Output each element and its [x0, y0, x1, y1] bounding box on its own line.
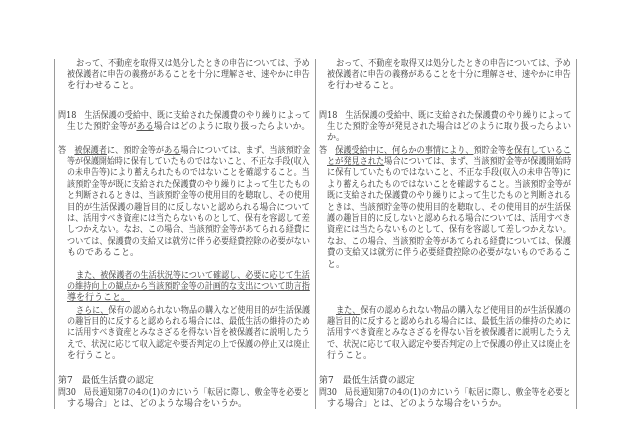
- underlined-revision-text: さらに、: [76, 305, 109, 316]
- text-segment: 被保護者に申告の義務があることを十分に理解させ、速やかに申告: [67, 69, 310, 80]
- text-line: [327, 168, 571, 179]
- text-segment: 問30 局長通知第7の4の(1)のカにいう「転居に際し、敷金等を必要と: [319, 387, 571, 398]
- table-border-middle: [315, 59, 316, 409]
- text-line: [67, 225, 310, 236]
- text-segment: 等が保護開始時に保有していたものではないこと、不正な手段(収入: [67, 156, 310, 167]
- underlined-revision-text: 被保護者: [74, 145, 107, 156]
- underlined-revision-text: 導を行うこと。: [67, 293, 131, 304]
- text-segment: より蓄えられたものではないことを確認すること。当該預貯金等が: [327, 179, 572, 190]
- text-line: [67, 317, 310, 328]
- text-line: [319, 388, 571, 399]
- text-segment: に活用すべき資産とみなさざるを得ない旨を被保護者に説明したう: [67, 328, 310, 339]
- text-line: [327, 260, 345, 271]
- text-line: [327, 180, 571, 191]
- text-segment: 保有の認められない物品の購入など使用目的が生活保護: [108, 305, 311, 316]
- text-segment: する場合」とは、どのような場合をいうか。: [67, 398, 248, 409]
- text-line: [327, 70, 571, 81]
- text-segment: 費の支給又は就労に伴う必要経費控除の必要がないものであるこ: [327, 248, 572, 259]
- text-line: [327, 214, 571, 225]
- text-segment: を行うこと。: [67, 351, 122, 362]
- text-line: [67, 248, 139, 259]
- text-line: [67, 282, 310, 293]
- text-segment: 目的が生活保護の趣旨目的に反しないと認められる場合について: [67, 202, 310, 213]
- text-segment: えで、状況に応じて収入認定や要否判定の上で保護の停止又は廃止: [67, 339, 310, 350]
- text-line: [319, 111, 571, 122]
- text-segment: を行わせること。: [67, 81, 140, 92]
- text-segment: 行うこと。: [327, 351, 373, 362]
- text-line: [327, 81, 399, 92]
- text-segment: の未申告等)により蓄えられたものではないことを確認すること。当: [67, 168, 310, 179]
- text-line: [336, 306, 571, 317]
- text-segment: 既に支給された保護費のやり繰りによって生じたものと判断される: [327, 191, 572, 202]
- text-line: [67, 340, 310, 351]
- text-line: [67, 328, 310, 339]
- text-segment: 護の趣旨目的に反しないと認められる場合については、活用すべき: [327, 213, 571, 224]
- text-segment: おって、不動産を取得又は処分したときの申告については、予め: [76, 58, 310, 69]
- text-segment: は、活用すべき資産には当たらないものとして、保有を容認して差: [67, 213, 310, 224]
- text-segment: 生じた預貯金等が発見された場合はどのように取り扱ったらよい: [327, 121, 572, 132]
- text-segment: 場合については、まず、当該預貯金等が保護開始時: [384, 156, 572, 167]
- text-segment: 問18 生活保護の受給中、既に支給された保護費のやり繰りによって: [58, 110, 311, 121]
- table-border-right: [576, 59, 577, 409]
- text-segment: なお、この場合、当該預貯金等があてられる経費については、保護: [327, 236, 571, 247]
- text-line: [327, 248, 571, 259]
- text-line: [327, 225, 571, 236]
- text-line: [327, 399, 507, 410]
- text-line: [76, 271, 310, 282]
- text-segment: 資産には当たらないものとして、保有を容認して差しつかえない。: [327, 225, 571, 236]
- text-line: [67, 70, 310, 81]
- text-segment: 預貯金等: [473, 145, 507, 156]
- text-line: [67, 81, 139, 92]
- text-line: [67, 191, 310, 202]
- text-segment: ついては、保護費の支給又は就労に伴う必要経費控除の必要がない: [67, 236, 311, 247]
- text-line: [327, 133, 345, 144]
- text-line: [67, 214, 310, 225]
- text-segment: と。: [327, 259, 346, 270]
- underlined-revision-text: とが発見された: [327, 156, 385, 167]
- text-segment: 生じた預貯金等が: [67, 121, 137, 132]
- text-line: [58, 388, 310, 399]
- underlined-revision-text: の維持向上の観点から当該預貯金等の計画的な支出について助言指: [67, 281, 310, 292]
- text-line: [58, 376, 154, 387]
- text-line: [58, 111, 310, 122]
- text-segment: ものであること。: [67, 248, 140, 259]
- text-segment: と判断されるときは、当該預貯金等の使用目的を聴取し、その使用: [67, 191, 311, 202]
- text-line: [319, 146, 571, 157]
- underlined-revision-text: また、被保護者の生活状況等について確認し、必要に応じて生活: [76, 270, 310, 281]
- text-segment: 活用すべき資産とみなさざるを得ない旨を被保護者に説明したうえ: [327, 328, 571, 339]
- text-segment: 該預貯金等が既に支給された保護費のやり繰りによって生じたもの: [67, 179, 311, 190]
- text-line: [67, 168, 310, 179]
- text-line: [67, 122, 310, 133]
- text-line: [67, 351, 121, 362]
- text-line: [327, 317, 571, 328]
- text-line: [327, 351, 372, 362]
- text-segment: に、預貯金等が: [106, 145, 165, 156]
- text-segment: おって、不動産を取得又は処分したときの申告については、予め: [336, 58, 571, 69]
- underlined-revision-text: 保護受給中に、何らかの事情により、: [335, 145, 474, 156]
- text-line: [67, 157, 310, 168]
- text-segment: 場合はどのように取り扱ったらよいか。: [153, 121, 311, 132]
- text-segment: 答: [319, 145, 336, 156]
- text-line: [327, 237, 571, 248]
- text-segment: しつかえない。なお、この場合、当該預貯金等があてられる経費に: [67, 225, 311, 236]
- text-line: [327, 157, 571, 168]
- text-line: [327, 122, 571, 133]
- text-segment: で、状況に応じて収入認定や要否判定の上で保護の停止又は廃止を: [327, 339, 571, 350]
- text-line: [327, 328, 571, 339]
- text-segment: 趣旨目的に反すると認められる場合には、最低生活の維持のために: [327, 316, 572, 327]
- text-line: [67, 399, 247, 410]
- text-line: [67, 237, 310, 248]
- text-segment: 第7 最低生活費の認定: [58, 375, 154, 386]
- text-line: [67, 203, 310, 214]
- text-segment: に保有していたものではないこと、不正な手段(収入の未申告等)に: [327, 168, 572, 179]
- text-line: [58, 146, 310, 157]
- text-segment: する場合」とは、どのような場合をいうか。: [327, 398, 508, 409]
- text-line: [327, 191, 571, 202]
- text-segment: 第7 最低生活費の認定: [319, 375, 415, 386]
- text-line: [319, 376, 415, 387]
- text-segment: 保有の認められない物品の購入など使用目的が生活保護の: [360, 305, 572, 316]
- text-line: [67, 180, 310, 191]
- underlined-revision-text: また、: [336, 305, 361, 316]
- text-segment: 場合については、まず、当該預貯金: [180, 145, 311, 156]
- text-segment: 問30 局長通知第7の4の(1)のカにいう「転居に際し、敷金等を必要と: [58, 387, 310, 398]
- text-segment: か。: [327, 133, 346, 144]
- text-line: [327, 203, 571, 214]
- text-segment: の趣旨目的に反すると認められる場合には、最低生活の維持のため: [67, 316, 311, 327]
- text-line: [76, 59, 310, 70]
- text-line: [76, 306, 310, 317]
- text-line: [67, 293, 130, 304]
- text-line: [336, 59, 571, 70]
- text-segment: 答: [58, 145, 75, 156]
- underlined-revision-text: ある: [164, 145, 181, 156]
- text-segment: 問18 生活保護の受給中、既に支給された保護費のやり繰りによって: [319, 110, 572, 121]
- underlined-revision-text: ある: [136, 121, 154, 132]
- text-segment: 被保護者に申告の義務があることを十分に理解させ、速やかに申告: [327, 69, 571, 80]
- text-line: [327, 340, 571, 351]
- text-segment: を行わせること。: [327, 81, 400, 92]
- text-segment: ときは、当該預貯金等の使用目的を聴取し、その使用目的が生活保: [327, 202, 572, 213]
- underlined-revision-text: を保有しているこ: [506, 145, 572, 156]
- table-border-left: [54, 59, 55, 409]
